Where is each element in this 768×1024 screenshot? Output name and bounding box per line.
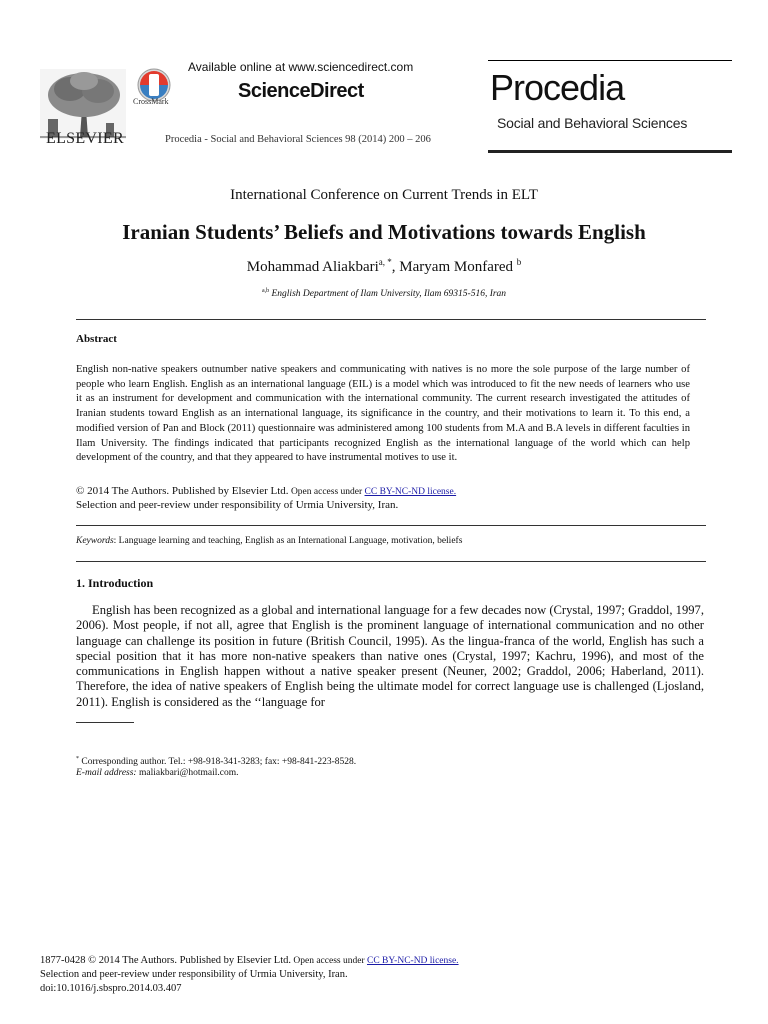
- author-list: [0, 257, 768, 276]
- footer-copyright-text: 1877-0428 © 2014 The Authors. Published by Elsevier Ltd.: [40, 955, 292, 966]
- section-divider: [76, 561, 706, 562]
- author-separator: ,: [391, 259, 400, 275]
- introduction-body: English has been recognized as a global and international language for a few decades now (Crystal, 1997; Graddol, 1997, 2006). Most people, if not all, agree that English is the prominent language of international communication and no other language can challenge its position in future (British Council, 1995). As the lingua-franca of the world, English has such a special position that it has more non-native speakers than native ones (Crystal, 1997; Kachru, 1996), and most of the communications in English happen without a native speaker present (Neuner, 2002; Graddol, 2006; Haberland, 2011). Therefore, the idea of native speakers of English being the ultimate model for correct language use is challenged (Ljosland, 2011). English is considered as the ‘‘language for: [76, 603, 704, 709]
- copyright-line: [76, 485, 456, 497]
- section-heading: 1. Introduction: [76, 576, 154, 590]
- abstract-heading: Abstract: [76, 333, 117, 345]
- sciencedirect-logo[interactable]: ScienceDirect: [238, 80, 364, 102]
- keywords-line: [76, 536, 462, 546]
- author-name: Mohammad Aliakbari: [246, 259, 379, 275]
- paper-title: Iranian Students’ Beliefs and Motivations towards English: [122, 220, 646, 244]
- section-divider: [76, 525, 706, 526]
- footnote-text: Corresponding author. Tel.: +98-918-341-3283; fax: +98-841-223-8528.: [79, 757, 357, 768]
- footer-license-link[interactable]: CC BY-NC-ND license.: [366, 956, 459, 966]
- available-online-text: Available online at www.sciencedirect.com: [188, 60, 414, 74]
- section-divider: [76, 319, 706, 320]
- publisher-name: ELSEVIER: [46, 130, 124, 147]
- procedia-subtitle: Social and Behavioral Sciences: [497, 115, 688, 131]
- conference-name: International Conference on Current Trends in ELT: [230, 187, 538, 203]
- affiliation: [0, 288, 768, 299]
- email-label: E-mail address:: [76, 768, 137, 778]
- license-link[interactable]: CC BY-NC-ND license.: [364, 487, 457, 497]
- journal-citation: Procedia - Social and Behavioral Sciences 98 (2014) 200 – 206: [165, 134, 431, 145]
- affiliation-superscript: a,b: [261, 288, 270, 294]
- footer-peer-review: Selection and peer-review under responsibility of Urmia University, Iran.: [40, 969, 348, 980]
- procedia-logo: Procedia: [490, 67, 625, 108]
- affiliation-text: English Department of Ilam University, Ilam 69315-516, Iran: [269, 289, 507, 300]
- keywords-label: Keywords: [76, 536, 114, 546]
- author-superscript: b: [516, 257, 522, 267]
- abstract-body: English non-native speakers outnumber native speakers and communicating with natives is no more the sole purpose of the large number of people who learn English. English as an international language (EIL) is a model which was introduced to fit the new needs of learners who use it as an instrument for development and communication with the international community. The current research investigated the attitudes of Iranian students toward English as an international language, its significance in the country, and their motivations to learn it. To this end, a modified version of Pan and Block (2011) questionnaire was administered among 100 students from M.A and B.A levels in different faculties in Ilam University. The findings indicated that participants recognized English as the international language of the world which can help development of the country, and that they appeared to have instrumental motives to use it.: [76, 364, 690, 464]
- footer-doi: doi:10.1016/j.sbspro.2014.03.407: [40, 983, 182, 994]
- peer-review-line: Selection and peer-review under responsibility of Urmia University, Iran.: [76, 499, 399, 511]
- email-address[interactable]: maliakbari@hotmail.com.: [136, 768, 239, 778]
- author-name: Maryam Monfared: [399, 259, 517, 275]
- header-rule: [488, 150, 732, 153]
- footer-open-access: Open access under: [291, 956, 367, 966]
- footer-copyright: [40, 955, 459, 966]
- footnote-marker: *: [76, 756, 79, 762]
- open-access-text: Open access under: [288, 487, 365, 497]
- footnote-corresponding: [76, 756, 356, 767]
- footnote-rule: [76, 722, 134, 723]
- crossmark-label: CrossMark: [133, 97, 169, 106]
- keywords-text: : Language learning and teaching, English as an International Language, motivation, beliefs: [113, 536, 463, 546]
- footnote-email: [76, 768, 238, 778]
- copyright-text: © 2014 The Authors. Published by Elsevier Ltd.: [76, 485, 289, 497]
- author-superscript: a, *: [378, 257, 392, 267]
